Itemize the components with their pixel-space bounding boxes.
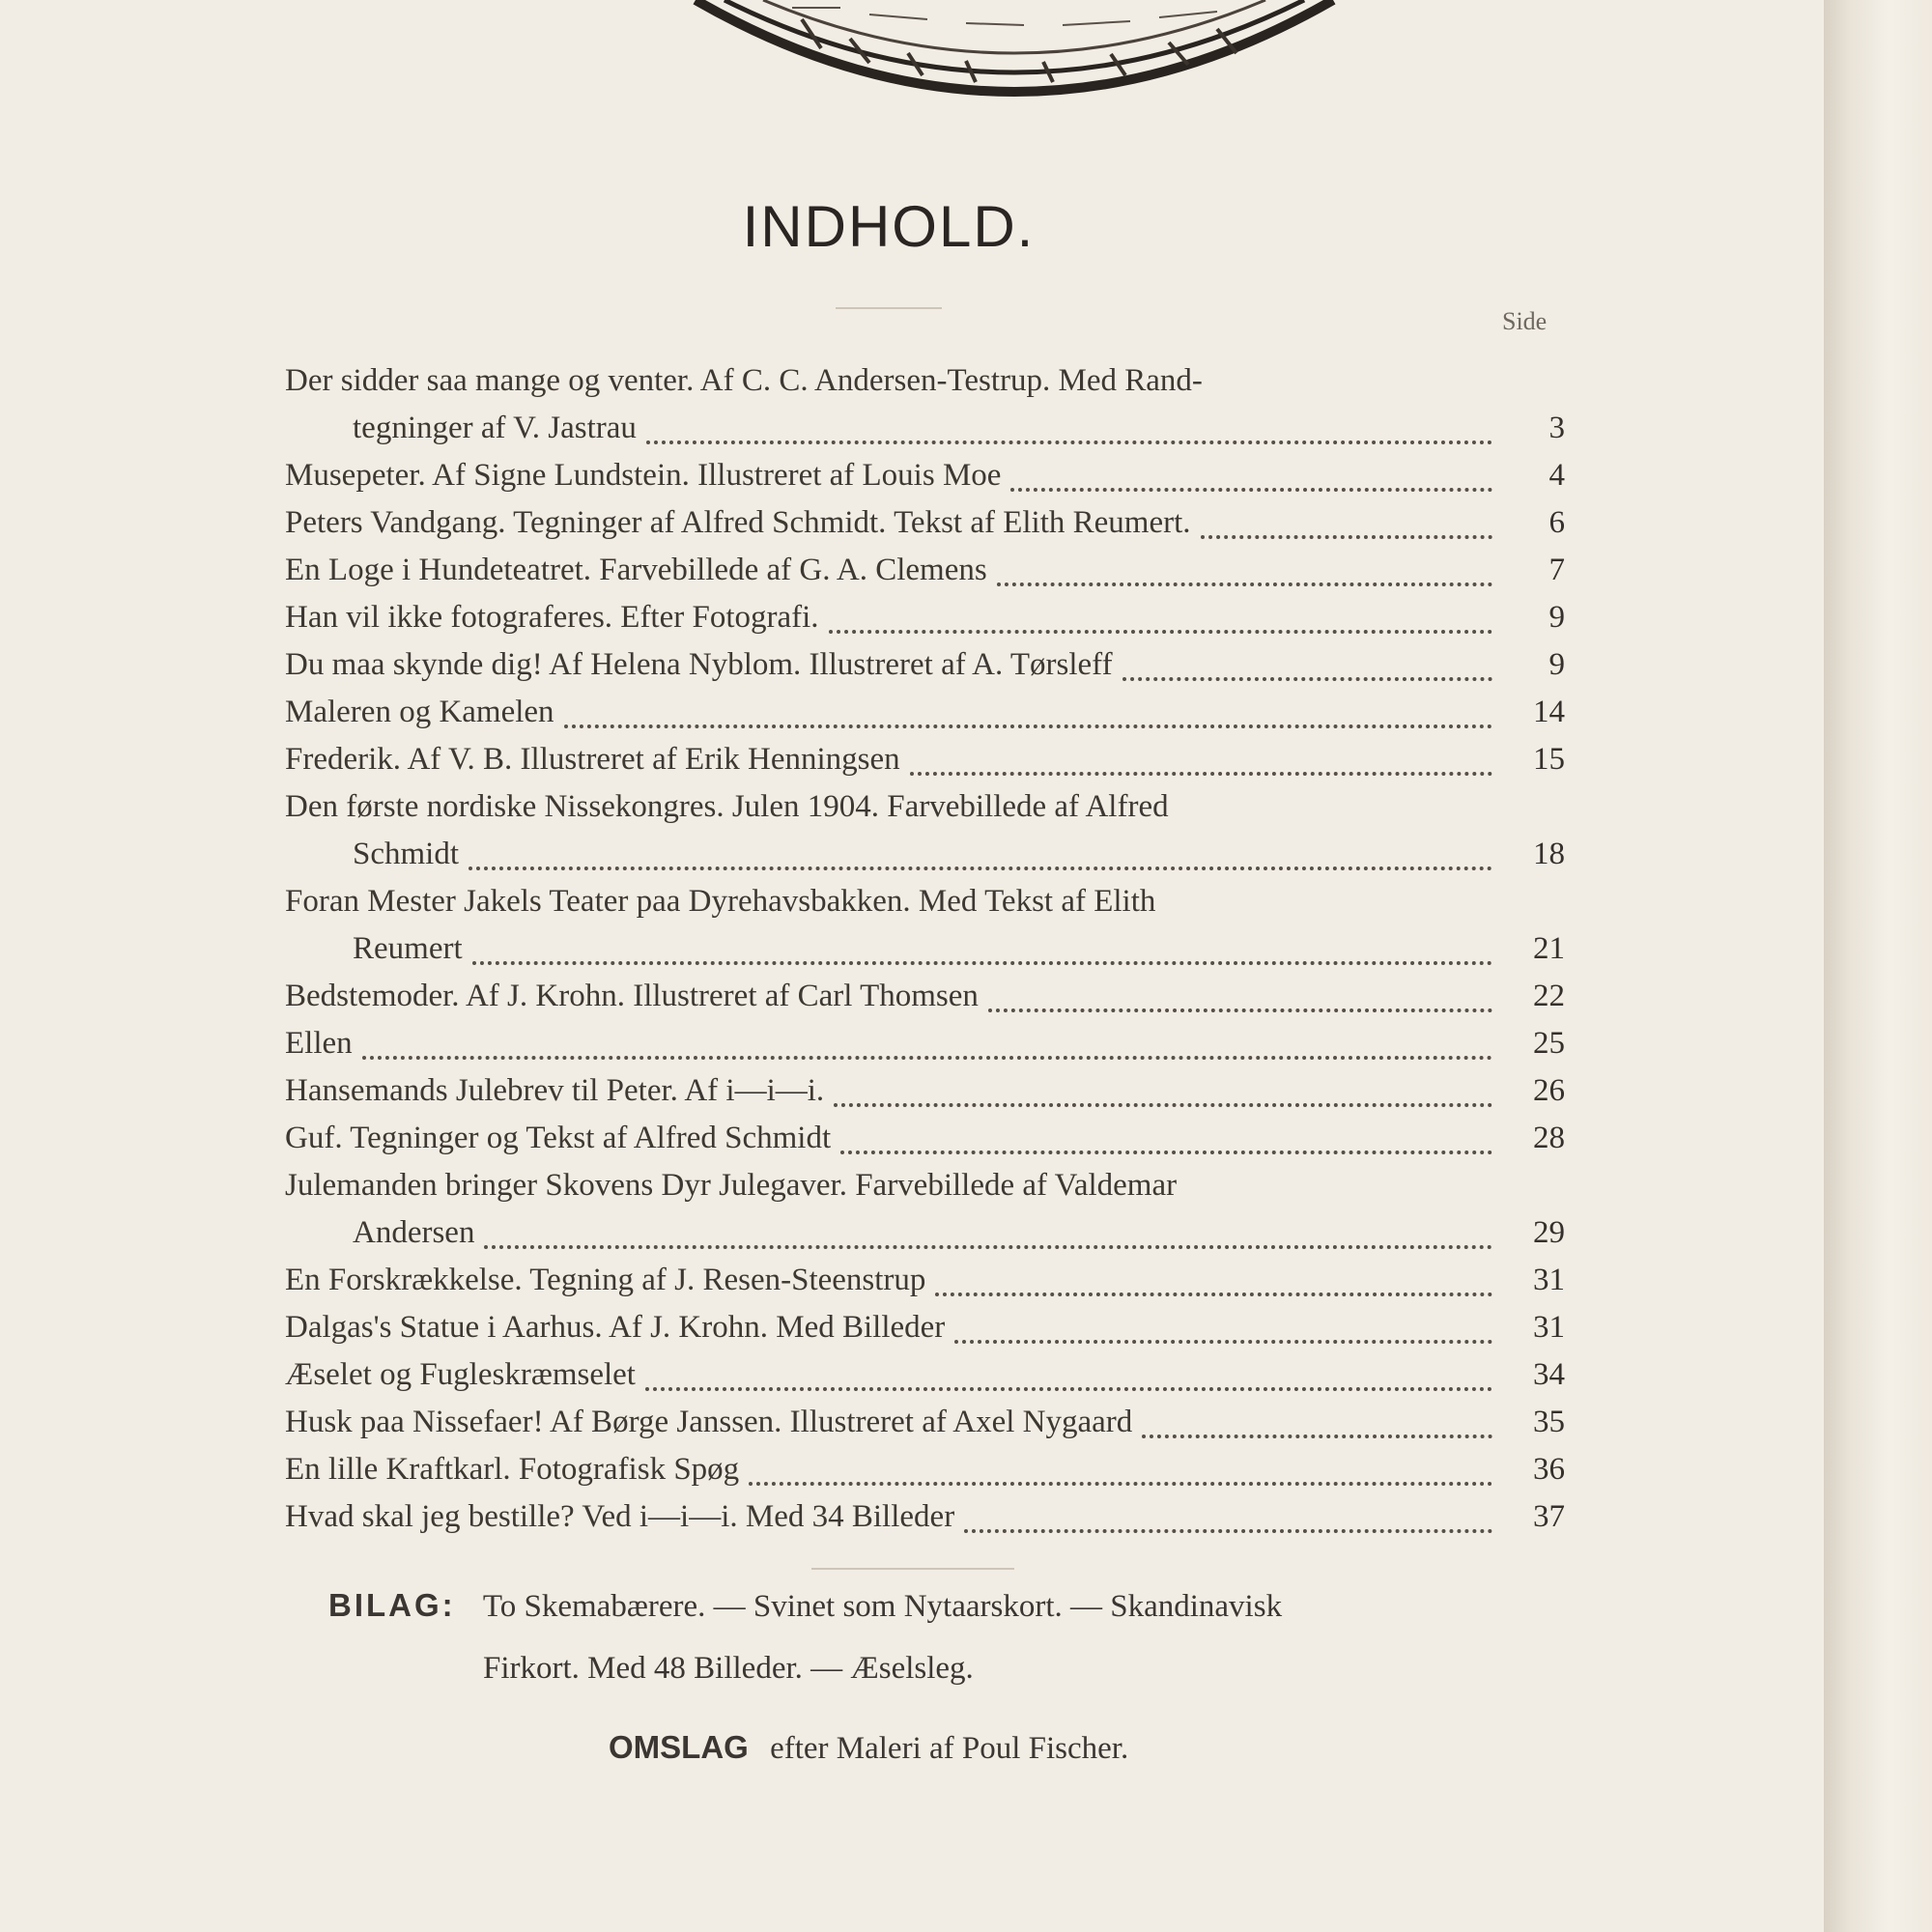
toc-page-number: 9 [1548, 647, 1565, 682]
toc-entry-line [285, 736, 1565, 783]
toc-entry-text: Schmidt [353, 837, 460, 871]
leader-dots [964, 1526, 1492, 1533]
toc-page-number: 18 [1533, 837, 1565, 871]
toc-entry-line [285, 783, 1565, 831]
toc-entry-line [285, 499, 1565, 547]
leader-dots [469, 864, 1492, 870]
table-of-contents [285, 357, 1565, 1541]
toc-entry-text: Julemanden bringer Skovens Dyr Julegaver. Farvebillede af Valdemar [285, 1168, 1178, 1203]
toc-entry-text: Hansemands Julebrev til Peter. Af i—i—i. [285, 1073, 825, 1108]
toc-entry-line [285, 1351, 1565, 1399]
toc-entry-text: Du maa skynde dig! Af Helena Nyblom. Illustreret af A. Tørsleff [285, 647, 1113, 682]
toc-entry-text: En Forskrækkelse. Tegning af J. Resen-Steenstrup [285, 1263, 926, 1297]
toc-entry-line [285, 925, 1565, 973]
omslag-text: efter Maleri af Poul Fischer. [770, 1731, 1129, 1766]
toc-page-number: 31 [1533, 1263, 1565, 1297]
toc-entry-text: Guf. Tegninger og Tekst af Alfred Schmidt [285, 1121, 832, 1155]
toc-page-number: 26 [1533, 1073, 1565, 1108]
toc-page-number: 14 [1533, 695, 1565, 729]
toc-entry-text: Andersen [353, 1215, 475, 1250]
toc-entry-line [285, 1493, 1565, 1541]
toc-entry-line [285, 1399, 1565, 1446]
toc-entry-text: Peters Vandgang. Tegninger af Alfred Schmidt. Tekst af Elith Reumert. [285, 505, 1191, 540]
toc-entry-line [285, 1257, 1565, 1304]
leader-dots [646, 438, 1492, 444]
toc-page-number: 31 [1533, 1310, 1565, 1345]
leader-dots [829, 627, 1492, 634]
bilag-line-1: To Skemabærere. — Svinet som Nytaarskort. — Skandinavisk [482, 1589, 1283, 1624]
toc-entry-line [285, 878, 1565, 925]
toc-entry-text: En lille Kraftkarl. Fotografisk Spøg [285, 1452, 740, 1487]
bowl-illustration [676, 0, 1352, 116]
toc-page-number: 6 [1548, 505, 1565, 540]
toc-entry-text: Reumert [353, 931, 463, 966]
toc-entry-text: Den første nordiske Nissekongres. Julen 1904. Farvebillede af Alfred [285, 789, 1169, 824]
toc-entry-line [285, 405, 1565, 452]
leader-dots [954, 1337, 1492, 1344]
toc-page-number: 29 [1533, 1215, 1565, 1250]
toc-entry-text: Æselet og Fugleskræmselet [285, 1357, 636, 1392]
leader-dots [1142, 1432, 1492, 1438]
leader-dots [1010, 485, 1492, 492]
toc-entry-line [285, 1304, 1565, 1351]
toc-entry-line [285, 594, 1565, 641]
toc-entry-text: Frederik. Af V. B. Illustreret af Erik Henningsen [285, 742, 900, 777]
leader-dots [362, 1053, 1492, 1060]
leader-dots [935, 1290, 1492, 1296]
toc-page-number: 4 [1548, 458, 1565, 493]
omslag-section [609, 1729, 1128, 1767]
leader-dots [484, 1242, 1492, 1249]
toc-entry-line [285, 641, 1565, 689]
toc-page-number: 28 [1533, 1121, 1565, 1155]
page-column-label: Side [1502, 307, 1548, 335]
page-title: INDHOLD. [742, 194, 1036, 259]
toc-entry-line [285, 1162, 1565, 1209]
leader-dots [1122, 674, 1492, 681]
toc-entry-text: Hvad skal jeg bestille? Ved i—i—i. Med 34 Billeder [285, 1499, 955, 1534]
toc-page-number: 35 [1533, 1405, 1565, 1439]
leader-dots [988, 1006, 1492, 1012]
toc-entry-line [285, 689, 1565, 736]
toc-page-number: 3 [1548, 411, 1565, 445]
leader-dots [749, 1479, 1492, 1486]
omslag-label: OMSLAG [609, 1729, 749, 1765]
toc-entry-text: Bedstemoder. Af J. Krohn. Illustreret af Carl Thomsen [285, 979, 979, 1013]
toc-page-number: 15 [1533, 742, 1565, 777]
toc-entry-text: Dalgas's Statue i Aarhus. Af J. Krohn. Med Billeder [285, 1310, 946, 1345]
toc-entry-line [285, 357, 1565, 405]
bilag-line-2: Firkort. Med 48 Billeder. — Æselsleg. [483, 1651, 974, 1686]
toc-page-number: 22 [1533, 979, 1565, 1013]
section-divider [811, 1568, 1014, 1570]
leader-dots [910, 769, 1492, 776]
toc-page-number: 25 [1533, 1026, 1565, 1061]
toc-entry-line [285, 1446, 1565, 1493]
toc-page-number: 7 [1548, 553, 1565, 587]
toc-entry-line [285, 547, 1565, 594]
toc-entry-line [285, 973, 1565, 1020]
toc-entry-text: Maleren og Kamelen [285, 695, 554, 729]
bilag-section [328, 1575, 1507, 1699]
leader-dots [834, 1100, 1492, 1107]
leader-dots [997, 580, 1492, 586]
toc-entry-line [285, 452, 1565, 499]
leader-dots [472, 958, 1492, 965]
toc-page-number: 37 [1533, 1499, 1565, 1534]
toc-entry-line [285, 1020, 1565, 1067]
toc-entry-line [285, 831, 1565, 878]
toc-entry-text: Der sidder saa mange og venter. Af C. C. Andersen-Testrup. Med Rand- [285, 363, 1203, 398]
leader-dots [1201, 532, 1492, 539]
toc-entry-text: Foran Mester Jakels Teater paa Dyrehavsbakken. Med Tekst af Elith [285, 884, 1156, 919]
page-edge [1824, 0, 1932, 1932]
leader-dots [645, 1384, 1492, 1391]
toc-entry-text: Musepeter. Af Signe Lundstein. Illustreret af Louis Moe [285, 458, 1002, 493]
toc-entry-text: tegninger af V. Jastrau [353, 411, 637, 445]
toc-page-number: 9 [1548, 600, 1565, 635]
bilag-label: BILAG: [328, 1587, 456, 1623]
toc-entry-line [285, 1209, 1565, 1257]
toc-entry-line [285, 1067, 1565, 1115]
toc-page-number: 21 [1533, 931, 1565, 966]
toc-entry-text: Husk paa Nissefaer! Af Børge Janssen. Illustreret af Axel Nygaard [285, 1405, 1133, 1439]
toc-entry-text: En Loge i Hundeteatret. Farvebillede af G. A. Clemens [285, 553, 987, 587]
toc-page-number: 34 [1533, 1357, 1565, 1392]
toc-entry-text: Han vil ikke fotograferes. Efter Fotografi. [285, 600, 819, 635]
leader-dots [564, 722, 1492, 728]
leader-dots [840, 1148, 1492, 1154]
toc-entry-line [285, 1115, 1565, 1162]
toc-entry-text: Ellen [285, 1026, 353, 1061]
title-divider [836, 307, 942, 309]
toc-page-number: 36 [1533, 1452, 1565, 1487]
